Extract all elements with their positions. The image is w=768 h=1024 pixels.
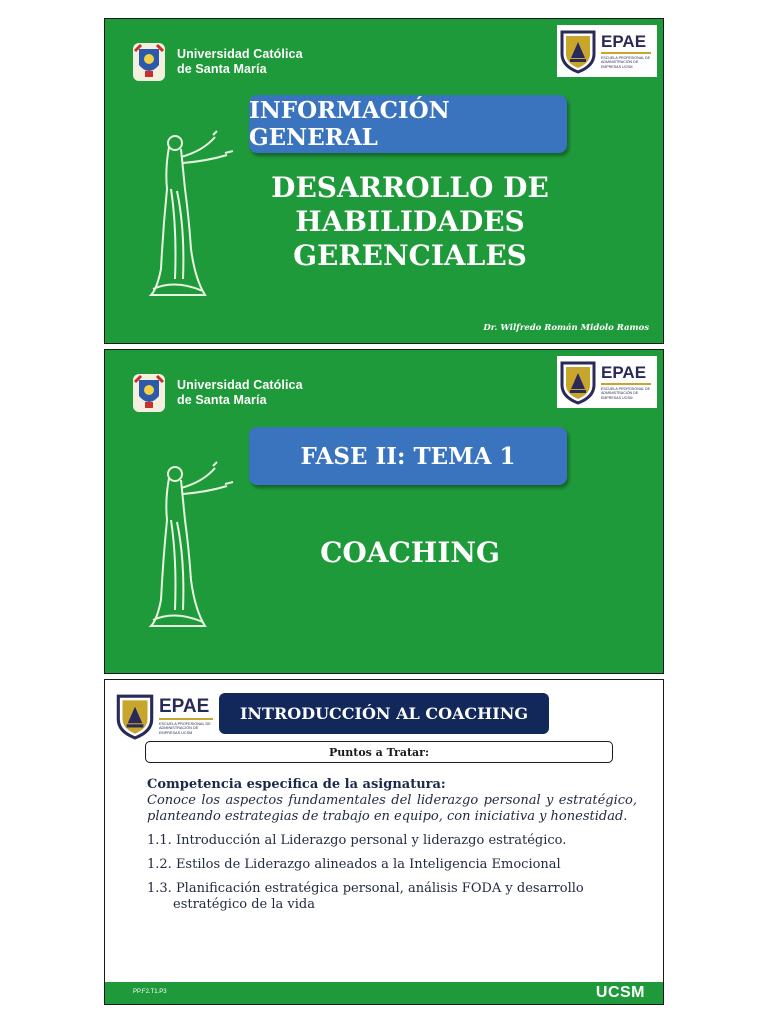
section-label: FASE II: TEMA 1 xyxy=(300,442,516,470)
virgin-statue-icon xyxy=(145,460,237,630)
epae-shield-icon xyxy=(559,28,597,74)
slide-footer xyxy=(105,982,663,1004)
slide-header: INTRODUCCIÓN AL COACHING xyxy=(239,704,529,723)
section-label: INFORMACIÓN GENERAL xyxy=(249,97,450,151)
competencia-description: Conoce los aspectos fundamentales del liderazgo personal y estratégico, planteando estrategias de trabajo en equipo, con iniciativa y honestidad. xyxy=(147,793,637,824)
course-title xyxy=(245,171,575,273)
epae-logo xyxy=(557,25,657,77)
competencia-title: Competencia especifica de la asignatura: xyxy=(147,777,446,792)
epae-logo xyxy=(557,356,657,408)
course-title-line3: GERENCIALES xyxy=(293,239,527,272)
epae-divider xyxy=(601,52,651,54)
epae-subtitle: ESCUELA PROFESIONAL DE ADMINISTRACIÓN DE EMPRESAS UCSM xyxy=(601,386,650,400)
epae-divider xyxy=(601,383,651,385)
university-name-line2: de Santa María xyxy=(177,393,267,407)
puntos-a-tratar-box: Puntos a Tratar: xyxy=(145,741,613,763)
slide-content xyxy=(147,777,637,921)
slide-introduccion-coaching xyxy=(104,679,664,1005)
slide-code: PP.F2.T1.P3 xyxy=(133,989,167,995)
slide-fase-tema xyxy=(104,349,664,674)
university-name-line1: Universidad Católica xyxy=(177,378,303,392)
epae-acronym: EPAE xyxy=(601,362,647,382)
epae-acronym: EPAE xyxy=(601,31,647,51)
epae-shield-icon xyxy=(559,359,597,405)
ucsm-crest-icon xyxy=(131,41,167,83)
university-name-line1: Universidad Católica xyxy=(177,47,303,61)
topic-title: COACHING xyxy=(320,536,500,569)
section-label-box xyxy=(249,95,567,153)
list-item: 1.1. Introducción al Liderazgo personal y liderazgo estratégico. xyxy=(147,833,567,848)
university-name-line2: de Santa María xyxy=(177,62,267,76)
list-item: 1.3. Planificación estratégica personal, análisis FODA y desarrollo estratégico de la vida xyxy=(147,881,584,912)
list-item: 1.2. Estilos de Liderazgo alineados a la Inteligencia Emocional xyxy=(147,857,561,872)
epae-logo xyxy=(115,690,219,742)
epae-subtitle: ESCUELA PROFESIONAL DE ADMINISTRACIÓN DE EMPRESAS UCSM xyxy=(159,721,211,735)
ucsm-crest-icon xyxy=(131,372,167,414)
slide-header-box xyxy=(219,693,549,734)
course-title-line1: DESARROLLO DE xyxy=(271,171,549,204)
slide-informacion-general xyxy=(104,18,664,344)
section-label-box xyxy=(249,427,567,485)
ucsm-brand: UCSM xyxy=(595,984,645,1001)
ucsm-logo xyxy=(131,372,303,414)
virgin-statue-icon xyxy=(145,129,237,299)
epae-divider xyxy=(159,718,213,720)
ucsm-logo xyxy=(131,41,303,83)
epae-subtitle: ESCUELA PROFESIONAL DE ADMINISTRACIÓN DE EMPRESAS UCSM xyxy=(601,55,650,69)
author-name: Dr. Wilfredo Román Midolo Ramos xyxy=(483,323,649,333)
course-title-line2: HABILIDADES xyxy=(295,205,525,238)
epae-shield-icon xyxy=(115,692,155,740)
epae-acronym: EPAE xyxy=(159,695,210,717)
